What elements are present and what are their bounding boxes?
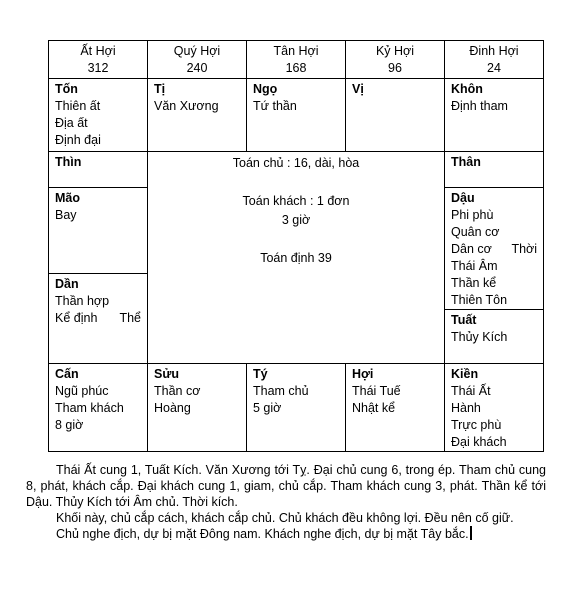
palace-ton (49, 79, 148, 152)
palace-line-text: Dân cơ (451, 242, 492, 256)
year-cell (445, 41, 544, 79)
year-name: Ất Hợi (80, 44, 116, 58)
paragraph (26, 526, 546, 542)
palace-hoi (346, 364, 445, 452)
palace-line (451, 241, 537, 258)
palace-line: Hoàng (154, 401, 191, 415)
year-cell (148, 41, 247, 79)
palace-line: Hành (451, 401, 481, 415)
palace-line: Thái Tuế (352, 384, 401, 398)
year-number: 24 (487, 61, 501, 75)
year-name: Đinh Hợi (469, 44, 519, 58)
year-name: Tân Hợi (273, 44, 319, 58)
palace-mao (49, 188, 148, 274)
palace-line: Địa ất (55, 116, 88, 130)
palace-heading: Thân (451, 155, 481, 169)
palace-line: Đại khách (451, 435, 507, 449)
palace-dau (445, 188, 544, 310)
center-line: 3 giờ (281, 213, 311, 227)
palace-line: Định đại (55, 133, 101, 147)
palace-heading: Sửu (154, 367, 180, 381)
palace-heading: Cấn (55, 367, 79, 381)
palace-vi (346, 79, 445, 152)
palace-ty (247, 364, 346, 452)
center-line: Toán khách : 1 đơn (242, 194, 350, 208)
palace-line: Văn Xương (154, 99, 219, 113)
palace-line-text: Kể định (55, 311, 98, 325)
palace-thin (49, 152, 148, 188)
palace-heading: Dần (55, 277, 79, 291)
palace-heading: Khôn (451, 82, 483, 96)
palace-heading: Tị (154, 82, 166, 96)
year-name: Kỷ Hợi (375, 44, 415, 58)
year-cell (346, 41, 445, 79)
thin-row (49, 152, 544, 188)
year-row (49, 41, 544, 79)
year-number: 312 (87, 61, 109, 75)
year-number: 240 (186, 61, 208, 75)
palace-can (49, 364, 148, 452)
palace-kien (445, 364, 544, 452)
palace-dan (49, 274, 148, 364)
palace-heading: Hợi (352, 367, 374, 381)
palace-line: 8 giờ (55, 418, 84, 432)
center-line: Toán chủ : 16, dài, hòa (232, 156, 360, 170)
palace-line: Nhật kể (352, 401, 396, 415)
palace-extra: Thời (511, 242, 537, 256)
palace-suu (148, 364, 247, 452)
palace-line (55, 310, 141, 327)
palace-line: Thủy Kích (451, 330, 508, 344)
center-box (148, 152, 445, 364)
palace-line: Thái Âm (451, 259, 498, 273)
year-name: Quý Hợi (173, 44, 221, 58)
palace-line: Bay (55, 208, 77, 222)
palace-heading: Mão (55, 191, 80, 205)
palace-heading: Ngọ (253, 82, 278, 96)
palace-extra: Thể (119, 311, 141, 325)
palace-ngo (247, 79, 346, 152)
palace-line: Thần hợp (55, 294, 110, 308)
center-line: Toán định 39 (260, 251, 332, 265)
palace-line: Tham chủ (253, 384, 309, 398)
palace-line: 5 giờ (253, 401, 282, 415)
palace-line: Ngũ phúc (55, 384, 109, 398)
palace-line: Thần kể (451, 276, 497, 290)
palace-heading: Thìn (55, 155, 82, 169)
year-number: 96 (388, 61, 402, 75)
thai-at-chart (48, 40, 544, 452)
paragraph: Thái Ất cung 1, Tuất Kích. Văn Xương tới Tỵ. Đại chủ cung 6, trong ép. Tham chủ cung 8, phát, khách cắp. Đại khách cung 1, giam, chủ cắp. Tham khách cung 3, phát. Thần kể tới Dậu. Thủy Kích tới Âm chủ. Thời kích. (26, 463, 546, 509)
palace-line: Tham khách (55, 401, 124, 415)
bottom-palace-row (49, 364, 544, 452)
palace-heading: Vị (352, 82, 364, 96)
palace-line: Thiên Tôn (451, 293, 508, 307)
palace-tuat (445, 310, 544, 364)
palace-khon (445, 79, 544, 152)
paragraph: Khối này, chủ cắp cách, khách cắp chủ. Chủ khách đều không lợi. Đều nên cố giữ. (56, 511, 514, 525)
palace-than (445, 152, 544, 188)
palace-heading: Tốn (55, 82, 78, 96)
text-cursor (470, 526, 472, 540)
year-cell (49, 41, 148, 79)
palace-heading: Dậu (451, 191, 475, 205)
palace-line: Thần cơ (154, 384, 201, 398)
paragraph-text: Chủ nghe địch, dự bị mặt Đông nam. Khách nghe địch, dự bị mặt Tây bắc. (56, 527, 469, 541)
palace-line: Tứ thần (253, 99, 297, 113)
palace-line: Định tham (451, 99, 508, 113)
palace-line: Trực phù (451, 418, 502, 432)
palace-line: Quân cơ (451, 225, 500, 239)
body-text (26, 462, 546, 542)
palace-ti (148, 79, 247, 152)
palace-heading: Tý (253, 367, 268, 381)
year-cell (247, 41, 346, 79)
palace-line: Phi phù (451, 208, 494, 222)
palace-heading: Kiền (451, 367, 479, 381)
palace-heading: Tuất (451, 313, 477, 327)
year-number: 168 (285, 61, 307, 75)
palace-line: Thái Ất (451, 384, 491, 398)
palace-line: Thiên ất (55, 99, 101, 113)
top-palace-row (49, 79, 544, 152)
